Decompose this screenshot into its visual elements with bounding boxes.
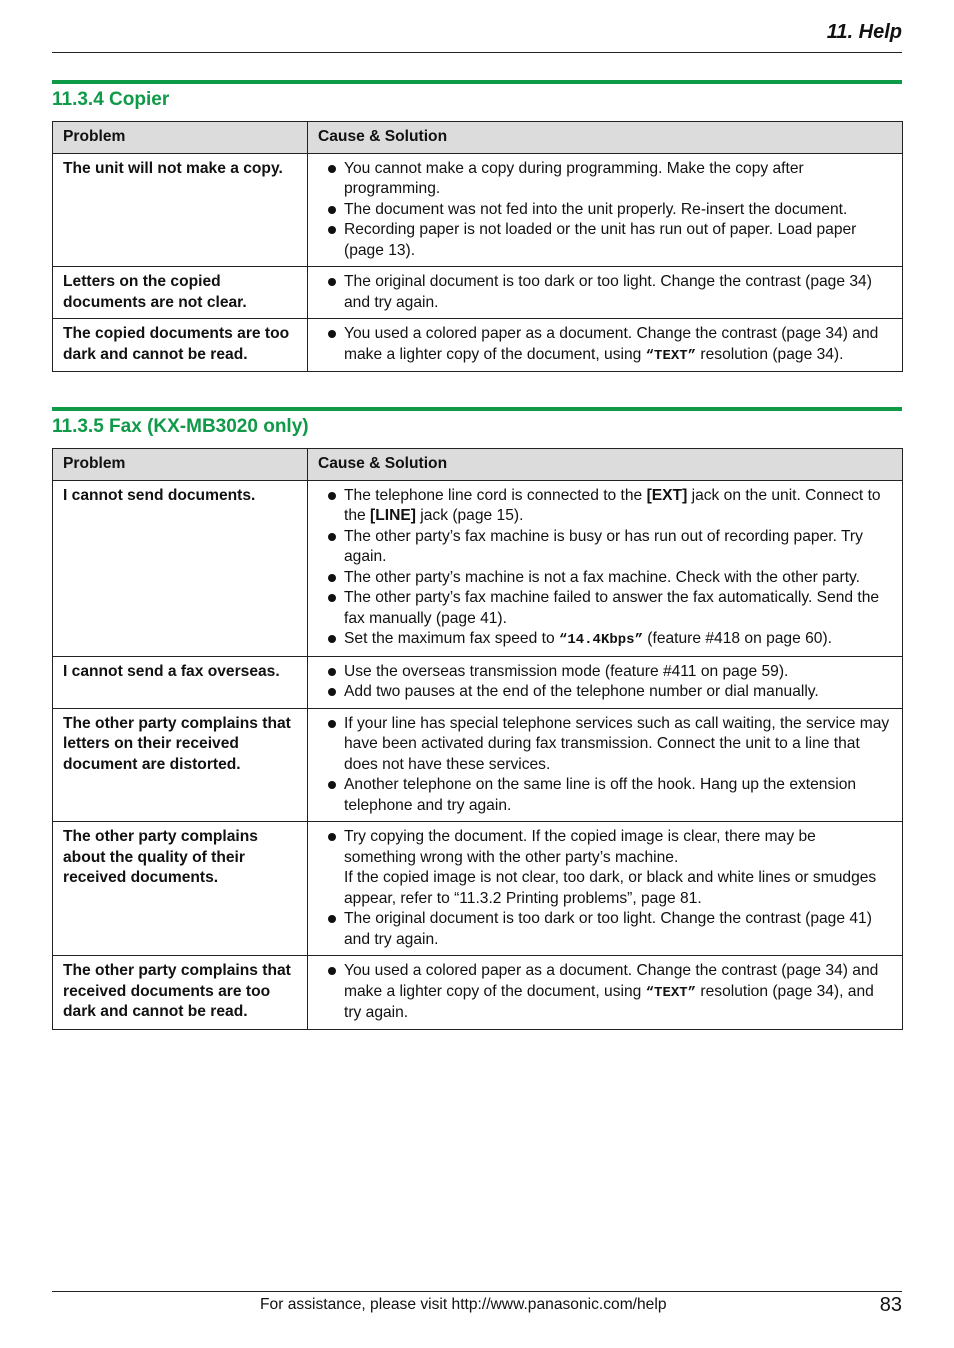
solution-text: Set the maximum fax speed to — [344, 630, 559, 647]
solution-item — [318, 961, 892, 1024]
table-row — [53, 956, 903, 1030]
section-bar — [52, 80, 902, 84]
copier-section-title: 11.3.4 Copier — [52, 89, 170, 110]
key-label: [LINE] — [370, 507, 416, 524]
solution-cell — [308, 956, 903, 1030]
column-header-solution: Cause & Solution — [308, 449, 903, 481]
fax-section-title: 11.3.5 Fax (KX-MB3020 only) — [52, 416, 309, 437]
problem-cell: The other party complains that received documents are too dark and cannot be read. — [53, 956, 308, 1030]
table-row — [53, 822, 903, 956]
solution-text: You used a colored paper as a document. Change the contrast (page 34) and make a lighter copy of the document, using — [344, 325, 879, 363]
solution-item — [318, 629, 892, 651]
solution-text: The telephone line cord is connected to the — [344, 486, 647, 504]
problem-cell: The copied documents are too dark and cannot be read. — [53, 319, 308, 372]
solution-text: jack on the unit. Connect to the — [344, 486, 881, 524]
solution-item — [318, 324, 892, 366]
setting-name: “TEXT” — [645, 984, 697, 1001]
table-row — [53, 267, 903, 319]
problem-cell: Letters on the copied documents are not clear. — [53, 267, 308, 319]
solution-text: jack (page 15). — [415, 507, 524, 524]
solution-cell — [308, 656, 903, 708]
problem-cell: The other party complains that letters on their received document are distorted. — [53, 708, 308, 822]
solution-item: Recording paper is not loaded or the unit has run out of paper. Load paper (page 13). — [318, 220, 892, 261]
solution-cell — [308, 708, 903, 822]
problem-cell: I cannot send a fax overseas. — [53, 656, 308, 708]
solution-item: The other party’s fax machine failed to answer the fax automatically. Send the fax manually (page 41). — [318, 588, 892, 629]
chapter-title: 11. Help — [826, 21, 902, 43]
column-header-problem: Problem — [53, 122, 308, 154]
copier-table — [52, 121, 903, 372]
table-row — [53, 480, 903, 656]
footer-assistance-text: For assistance, please visit http://www.panasonic.com/help — [260, 1296, 667, 1313]
fax-table — [52, 448, 903, 1030]
solution-text: If the copied image is not clear, too dark, or black and white lines or smudges appear, refer to “11.3.2 Printing problems”, page 81. — [344, 869, 877, 907]
footer-divider — [52, 1291, 902, 1292]
setting-name: “14.4Kbps” — [558, 632, 643, 648]
solution-text: You used a colored paper as a document. Change the contrast (page 34) and make a lighter copy of the document, using — [344, 962, 879, 1000]
key-label: [EXT] — [646, 486, 688, 504]
solution-item: If your line has special telephone services such as call waiting, the service may have been activated during fax transmission. Connect the unit to a line that does not have these services. — [318, 714, 892, 776]
table-row — [53, 153, 903, 267]
section-bar — [52, 407, 902, 411]
column-header-problem: Problem — [53, 449, 308, 481]
page-number: 83 — [879, 1294, 902, 1316]
fax-section — [52, 407, 902, 1030]
solution-text: Try copying the document. If the copied image is clear, there may be something wrong with the other party’s machine. — [344, 828, 816, 866]
solution-item: The original document is too dark or too light. Change the contrast (page 41) and try again. — [318, 909, 892, 950]
solution-item: Use the overseas transmission mode (feature #411 on page 59). — [318, 662, 892, 683]
solution-item: The original document is too dark or too light. Change the contrast (page 34) and try again. — [318, 272, 892, 313]
solution-item: Add two pauses at the end of the telephone number or dial manually. — [318, 682, 892, 703]
solution-item: The other party’s fax machine is busy or has run out of recording paper. Try again. — [318, 527, 892, 568]
solution-item — [318, 827, 892, 909]
solution-cell — [308, 822, 903, 956]
copier-section — [52, 80, 902, 372]
table-header-row — [53, 122, 903, 154]
solution-item: The document was not fed into the unit properly. Re-insert the document. — [318, 200, 892, 221]
problem-cell: The unit will not make a copy. — [53, 153, 308, 267]
solution-cell — [308, 319, 903, 372]
problem-cell: I cannot send documents. — [53, 480, 308, 656]
table-row — [53, 656, 903, 708]
table-header-row — [53, 449, 903, 481]
column-header-solution: Cause & Solution — [308, 122, 903, 154]
solution-item — [318, 486, 892, 527]
solution-text: resolution (page 34). — [696, 345, 844, 363]
problem-cell: The other party complains about the quality of their received documents. — [53, 822, 308, 956]
solution-item: Another telephone on the same line is off the hook. Hang up the extension telephone and try again. — [318, 775, 892, 816]
solution-cell — [308, 480, 903, 656]
setting-name: “TEXT” — [645, 347, 697, 364]
solution-item: The other party’s machine is not a fax machine. Check with the other party. — [318, 568, 892, 589]
table-row — [53, 319, 903, 372]
header-divider — [52, 52, 902, 53]
solution-text: resolution (page 34), and try again. — [344, 982, 874, 1021]
table-row — [53, 708, 903, 822]
solution-cell — [308, 267, 903, 319]
solution-text: (feature #418 on page 60). — [642, 630, 832, 647]
solution-cell — [308, 153, 903, 267]
solution-item: You cannot make a copy during programming. Make the copy after programming. — [318, 159, 892, 200]
